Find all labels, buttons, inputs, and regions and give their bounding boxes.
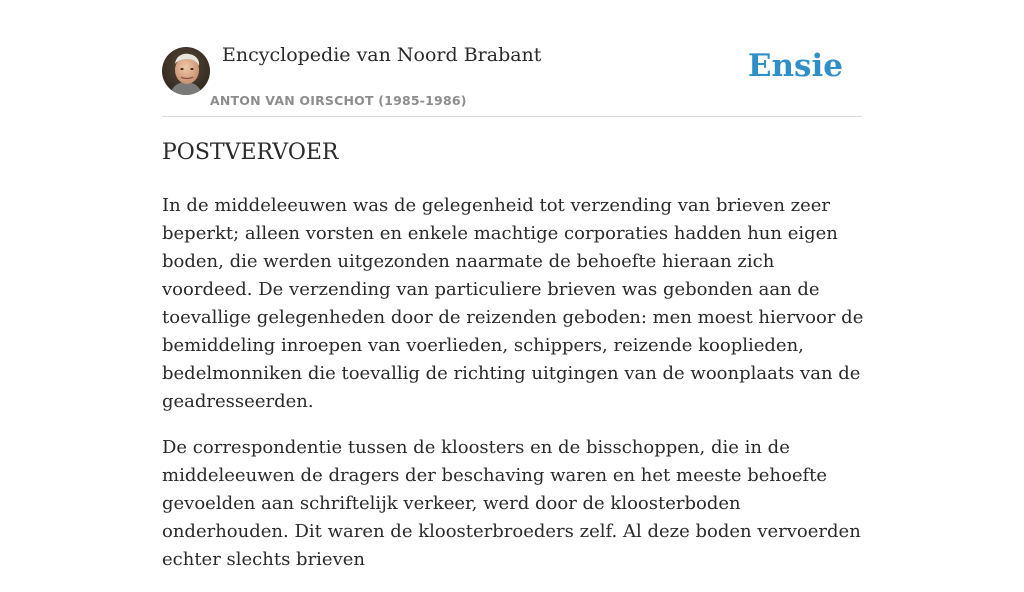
article-paragraph: In de middeleeuwen was de gelegenheid tot verzending van brieven zeer beperkt; alleen vorsten en enkele machtige corporaties hadden hun eigen boden, die werden uitgezonden naarmate de behoefte hieraan zich voordeed. De verzending van particuliere brieven was gebonden aan de toevallige gelegenheden door de reizenden geboden: men moest hiervoor de bemiddeling inroepen van voerlieden, schippers, reizende kooplieden, bedelmonniken die toevallig de richting uitgingen van de woonplaats van de geadresseerden. [162, 195, 864, 412]
source-title[interactable]: Encyclopedie van Noord Brabant [222, 44, 542, 66]
source-header [162, 0, 862, 117]
author-avatar[interactable] [162, 47, 210, 95]
ensie-logo[interactable]: Ensie [747, 48, 843, 84]
article-body [162, 192, 864, 592]
article-title: POSTVERVOER [162, 140, 339, 165]
author-name[interactable]: ANTON VAN OIRSCHOT (1985-1986) [210, 93, 467, 108]
page [162, 0, 864, 570]
article-paragraph: De correspondentie tussen de kloosters en de bisschoppen, die in de middeleeuwen de dragers der beschaving waren en het meeste behoefte gevoelden aan schriftelijk verkeer, werd door de kloosterboden onderhouden. Dit waren de kloosterbroeders zelf. Al deze boden vervoerden echter slechts brieven [162, 437, 861, 570]
